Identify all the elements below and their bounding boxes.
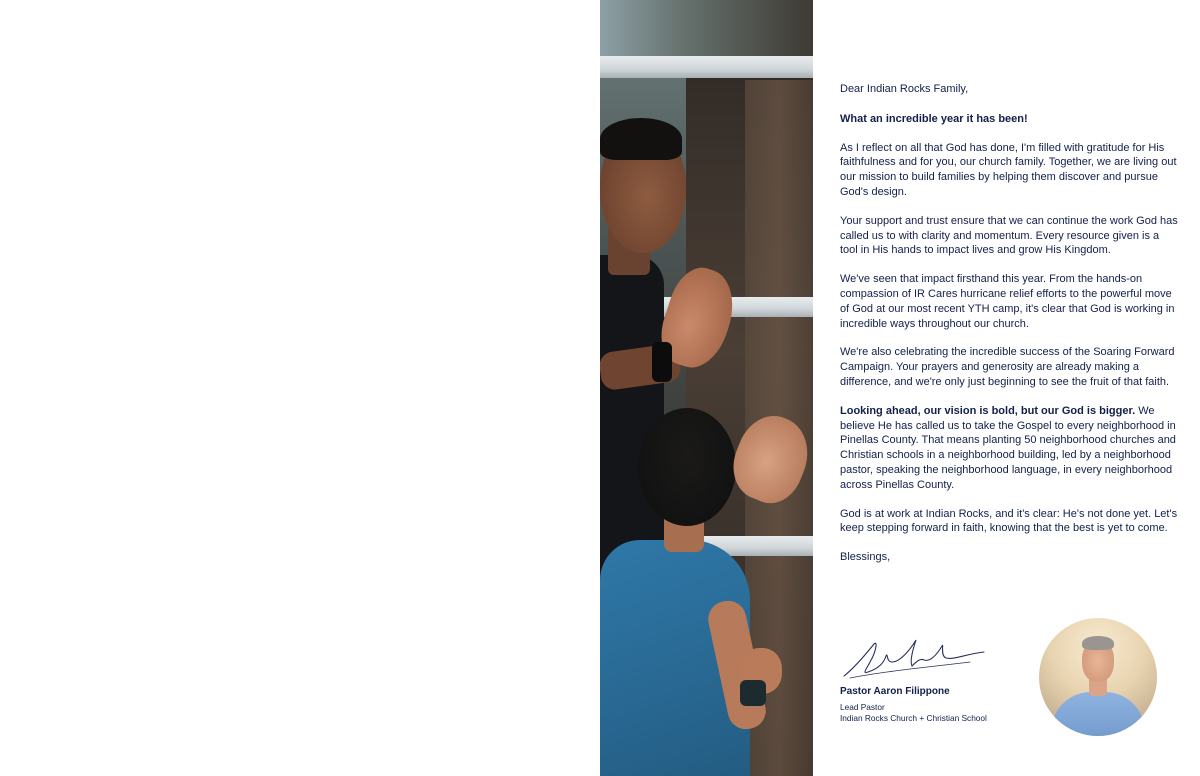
portrait-shirt [1051,692,1145,736]
watch [652,342,672,382]
letter-vision-paragraph [840,404,1178,493]
signer-organization: Indian Rocks Church + Christian School [840,713,987,723]
letter-paragraph: Your support and trust ensure that we can continue the work God has called us to with clarity and momentum. Every resource given is a tool in His hands to impact lives and grow His Kingdom. [840,214,1178,257]
vision-body: We believe He has called us to take the Gospel to every neighborhood in Pinellas County. That means planting 50 neighborhood churches and Christian schools in a neighborhood building, led by a neighborhood pastor, speaking the neighborhood language, in every neighborhood across Pinellas County. [840,404,1176,491]
photo-man-and-boy-high-five [600,0,813,776]
signer-title: Lead Pastor [840,702,885,712]
pastor-portrait [1039,618,1157,736]
signer-name: Pastor Aaron Filippone [840,686,950,697]
window-pane-top [600,0,813,56]
letter-paragraph: As I reflect on all that God has done, I'm filled with gratitude for His faithfulness and for you, our church family. Together, we are living out our mission to build families by helping them discover and pursue God's design. [840,141,1177,198]
man-hair [600,118,682,160]
letter-salutation: Dear Indian Rocks Family, [840,83,969,95]
letter-headline: What an incredible year it has been! [840,112,1028,125]
boy-watch [740,680,766,706]
letter-closing-paragraph: God is at work at Indian Rocks, and it's clear: He's not done yet. Let's keep stepping forward in faith, knowing that the best is yet to come. [840,507,1178,535]
vision-lead: Looking ahead, our vision is bold, but our God is bigger. [840,404,1136,417]
letter-paragraph: We've seen that impact firsthand this year. From the hands-on compassion of IR Cares hurricane relief efforts to the powerful move of God at our most recent YTH camp, it's clear that God is working in incredible ways throughout our church. [840,273,1175,330]
boy-head [638,408,736,526]
handwritten-signature [840,632,990,680]
window-frame [600,56,813,78]
letter-signoff: Blessings, [840,551,891,564]
pastor-letter [840,82,1178,565]
letter-paragraph: We're also celebrating the incredible success of the Soaring Forward Campaign. Your prayers and generosity are already making a difference, and we're only just beginning to see the fruit of that faith. [840,346,1175,388]
portrait-hair [1082,636,1114,650]
